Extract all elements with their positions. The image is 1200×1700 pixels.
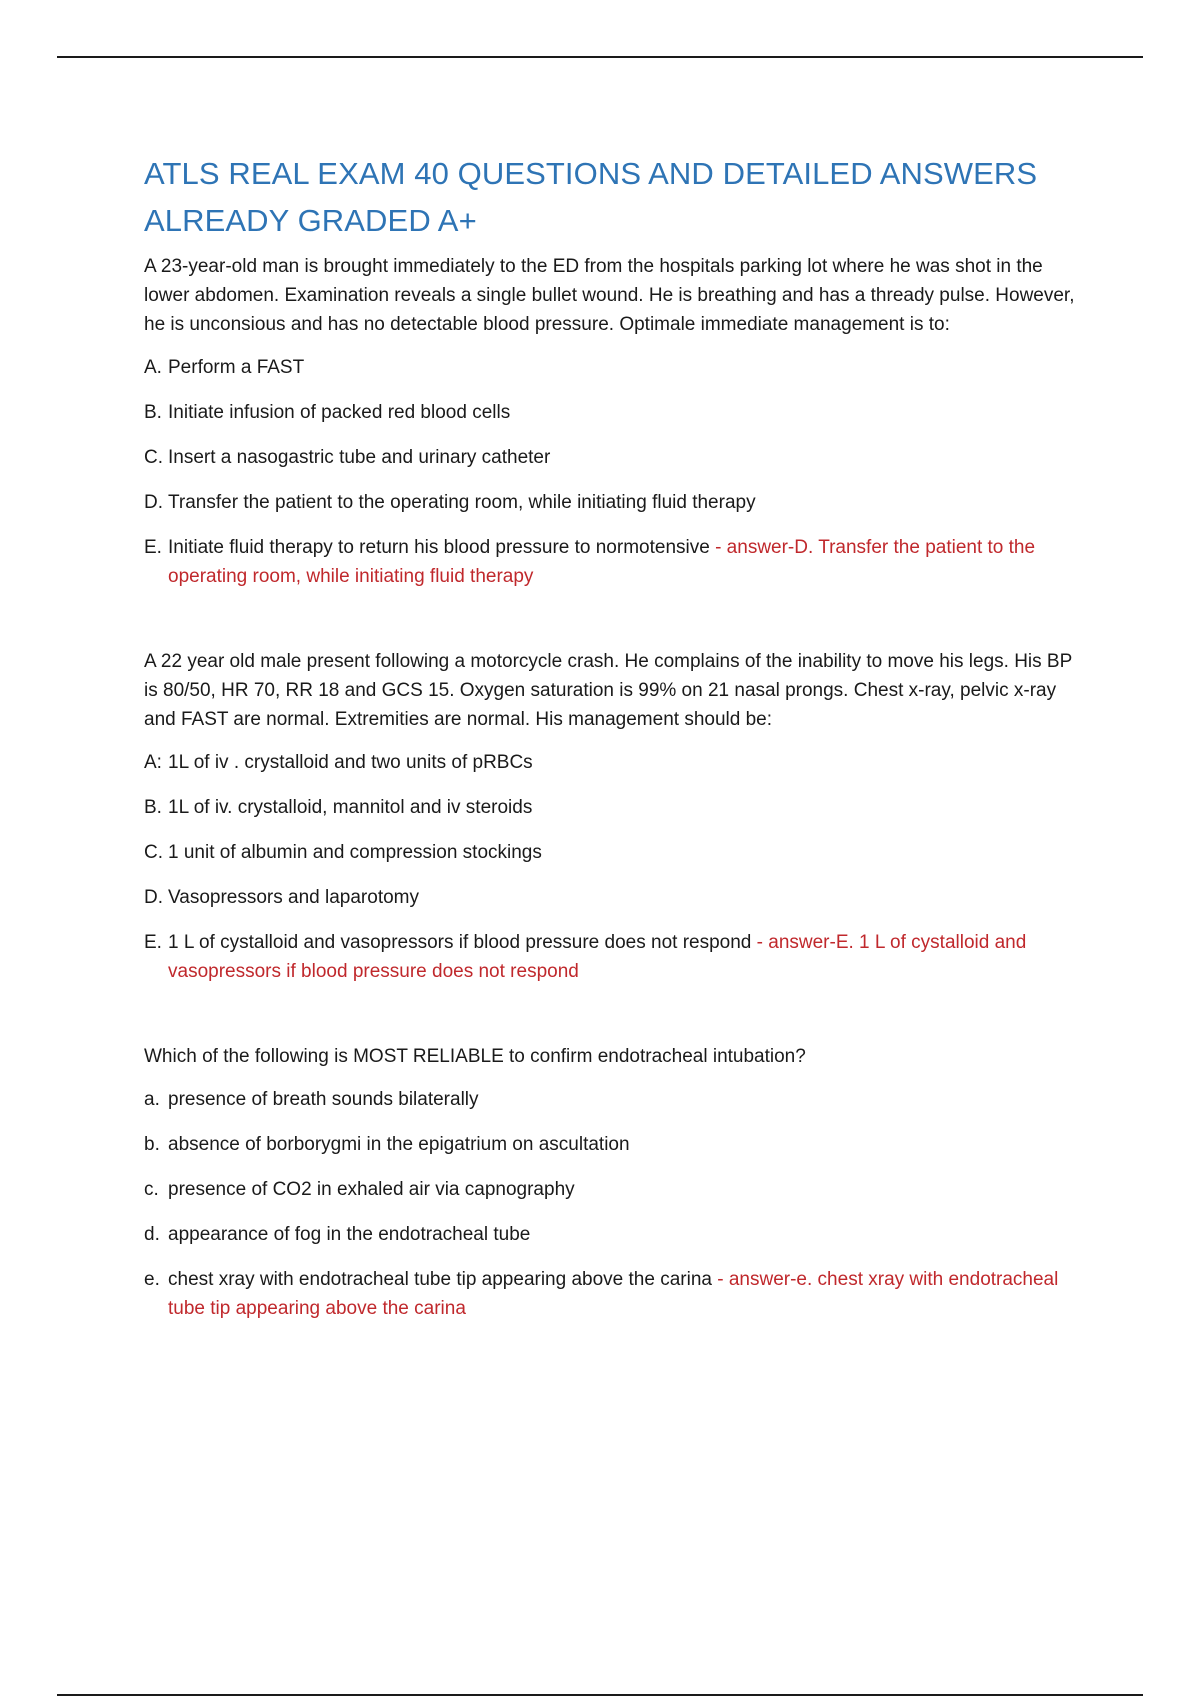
option-item xyxy=(144,353,1084,382)
option-item xyxy=(144,533,1084,591)
option-letter: d. xyxy=(144,1224,160,1245)
option-item xyxy=(144,443,1084,472)
option-text: 1 L of cystalloid and vasopressors if blood pressure does not respond xyxy=(168,932,752,953)
option-item xyxy=(144,928,1084,986)
option-text: presence of CO2 in exhaled air via capnography xyxy=(168,1179,575,1200)
option-text: 1L of iv . crystalloid and two units of pRBCs xyxy=(168,752,533,773)
answer-text: - answer-e. chest xray with endotracheal tube tip appearing above the carina xyxy=(168,1269,1059,1319)
option-letter: b. xyxy=(144,1134,160,1155)
option-letter: E. xyxy=(144,932,162,953)
option-item xyxy=(144,1130,1084,1159)
footer-rule xyxy=(57,1694,1143,1696)
header-rule xyxy=(57,56,1143,58)
option-text: Initiate fluid therapy to return his blood pressure to normotensive xyxy=(168,537,710,558)
option-text: appearance of fog in the endotracheal tube xyxy=(168,1224,531,1245)
option-text: absence of borborygmi in the epigatrium on ascultation xyxy=(168,1134,630,1155)
option-text: 1 unit of albumin and compression stockings xyxy=(168,842,542,863)
option-item xyxy=(144,1175,1084,1204)
option-letter: D. xyxy=(144,887,163,908)
option-item xyxy=(144,1265,1084,1323)
option-letter: A. xyxy=(144,357,162,378)
option-item xyxy=(144,1220,1084,1249)
option-text: 1L of iv. crystalloid, mannitol and iv steroids xyxy=(168,797,533,818)
option-text: Initiate infusion of packed red blood cells xyxy=(168,402,511,423)
question-stem: A 22 year old male present following a motorcycle crash. He complains of the inability to move his legs. His BP is 80/50, HR 70, RR 18 and GCS 15. Oxygen saturation is 99% on 21 nasal prongs. Chest x-ray, pelvic x-ray and FAST are normal. Extremities are normal. His management should be: xyxy=(144,651,1072,730)
option-item xyxy=(144,748,1084,777)
question-block xyxy=(144,252,1084,591)
option-text: chest xray with endotracheal tube tip appearing above the carina xyxy=(168,1269,712,1290)
option-list xyxy=(144,353,1084,591)
question-block xyxy=(144,647,1084,986)
option-item xyxy=(144,793,1084,822)
option-letter: D. xyxy=(144,492,163,513)
option-item xyxy=(144,1085,1084,1114)
option-letter: E. xyxy=(144,537,162,558)
option-item xyxy=(144,488,1084,517)
option-text: Perform a FAST xyxy=(168,357,305,378)
option-letter: e. xyxy=(144,1269,160,1290)
option-letter: B. xyxy=(144,797,162,818)
option-list xyxy=(144,1085,1084,1323)
option-letter: C. xyxy=(144,842,163,863)
document-body xyxy=(144,150,1084,1379)
option-item xyxy=(144,838,1084,867)
answer-text: - answer-E. 1 L of cystalloid and vasopressors if blood pressure does not respond xyxy=(168,932,1027,982)
option-text: Transfer the patient to the operating room, while initiating fluid therapy xyxy=(168,492,756,513)
option-list xyxy=(144,748,1084,986)
option-letter: A: xyxy=(144,752,162,773)
question-block xyxy=(144,1042,1084,1323)
option-item xyxy=(144,398,1084,427)
option-letter: C. xyxy=(144,447,163,468)
document-title: ATLS REAL EXAM 40 QUESTIONS AND DETAILED ANSWERS ALREADY GRADED A+ xyxy=(144,156,1038,238)
option-text: presence of breath sounds bilaterally xyxy=(168,1089,479,1110)
option-letter: B. xyxy=(144,402,162,423)
question-stem: Which of the following is MOST RELIABLE to confirm endotracheal intubation? xyxy=(144,1046,806,1067)
option-text: Insert a nasogastric tube and urinary catheter xyxy=(168,447,551,468)
question-stem: A 23-year-old man is brought immediately to the ED from the hospitals parking lot where he was shot in the lower abdomen. Examination reveals a single bullet wound. He is breathing and has a thready pulse. However, he is unconsious and has no detectable blood pressure. Optimale immediate management is to: xyxy=(144,256,1075,335)
option-letter: a. xyxy=(144,1089,160,1110)
option-item xyxy=(144,883,1084,912)
answer-text: - answer-D. Transfer the patient to the operating room, while initiating fluid therapy xyxy=(168,537,1036,587)
option-text: Vasopressors and laparotomy xyxy=(168,887,419,908)
option-letter: c. xyxy=(144,1179,159,1200)
